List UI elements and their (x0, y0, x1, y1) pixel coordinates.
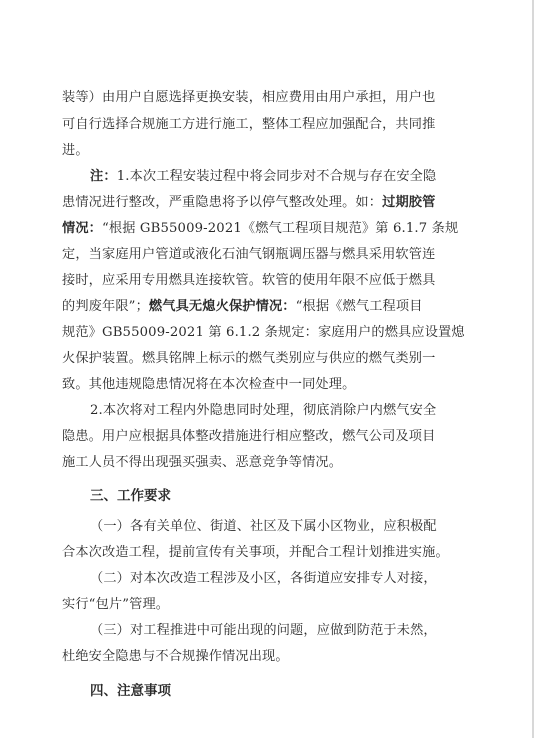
note-line (62, 193, 482, 213)
requirement-line (90, 517, 482, 537)
text-run: 规范》GB55009-2021 第 6.1.2 条规定：家庭用户的燃具应设置熄 (62, 325, 465, 340)
section-heading-notes: 四、注意事项 (90, 683, 171, 699)
requirement-line (90, 569, 482, 589)
text-run: 装等）由用户自愿选择更换安装，相应费用由用户承担，用户也 (62, 90, 436, 105)
note-line (62, 375, 482, 395)
text-run: 隐患。用户应根据具体整改措施进行相应整改，燃气公司及项目 (62, 429, 436, 444)
text-run: 1.本次工程安装过程中将会同步对不合规与存在安全隐 (116, 169, 437, 184)
text-run: （二）对本次改造工程涉及小区，各街道应安排专人对接， (90, 571, 437, 586)
bold-text-run: 过期胶管 (382, 195, 436, 210)
note-line (62, 323, 482, 343)
paragraph-line (62, 88, 482, 108)
note-line (62, 453, 482, 473)
requirement-line (62, 543, 482, 563)
bold-text-run: 情况： (62, 221, 103, 236)
bold-text-run: 燃气具无熄火保护情况： (148, 299, 296, 314)
text-run: 实行“包片”管理。 (62, 597, 170, 612)
text-run: （一）各有关单位、街道、社区及下属小区物业，应积极配 (90, 519, 437, 534)
note-line (62, 245, 482, 265)
paragraph-line (62, 115, 482, 135)
text-run: 进。 (62, 143, 89, 158)
note-line (62, 349, 482, 369)
note-line (90, 401, 482, 421)
text-run: “根据《燃气工程项目 (295, 299, 423, 314)
text-run: 接时，应采用专用燃具连接软管。软管的使用年限不应低于燃具 (62, 273, 436, 288)
section-heading-work-requirements: 三、工作要求 (90, 488, 171, 504)
note-line (62, 271, 482, 291)
requirement-line (62, 595, 482, 615)
text-run: 致。其他违规隐患情况将在本次检查中一同处理。 (62, 377, 356, 392)
text-run: 杜绝安全隐患与不合规操作情况出现。 (62, 649, 289, 664)
paragraph-line (62, 141, 482, 161)
text-run: 的判废年限”； (62, 299, 149, 314)
note-line (62, 219, 482, 239)
text-run: 施工人员不得出现强买强卖、恶意竞争等情况。 (62, 455, 343, 470)
note-line (90, 167, 482, 187)
bold-text-run: 注： (90, 169, 117, 184)
note-line (62, 427, 482, 447)
text-run: 合本次改造工程，提前宣传有关事项，并配合工程计划推进实施。 (62, 545, 449, 560)
requirement-line (62, 647, 482, 667)
text-run: （三）对工程推进中可能出现的问题，应做到防范于未然， (90, 623, 437, 638)
text-run: “根据 GB55009-2021《燃气工程项目规范》第 6.1.7 条规 (102, 221, 459, 236)
note-line (62, 297, 482, 317)
requirement-line (90, 621, 482, 641)
text-run: 患情况进行整改，严重隐患将予以停气整改处理。如： (62, 195, 383, 210)
text-run: 火保护装置。燃具铭牌上标示的燃气类别应与供应的燃气类别一 (62, 351, 436, 366)
text-run: 2.本次将对工程内外隐患同时处理，彻底消除户内燃气安全 (90, 403, 437, 418)
text-run: 可自行选择合规施工方进行施工，整体工程应加强配合，共同推 (62, 117, 436, 132)
text-run: 定，当家庭用户管道或液化石油气钢瓶调压器与燃具采用软管连 (62, 247, 436, 262)
